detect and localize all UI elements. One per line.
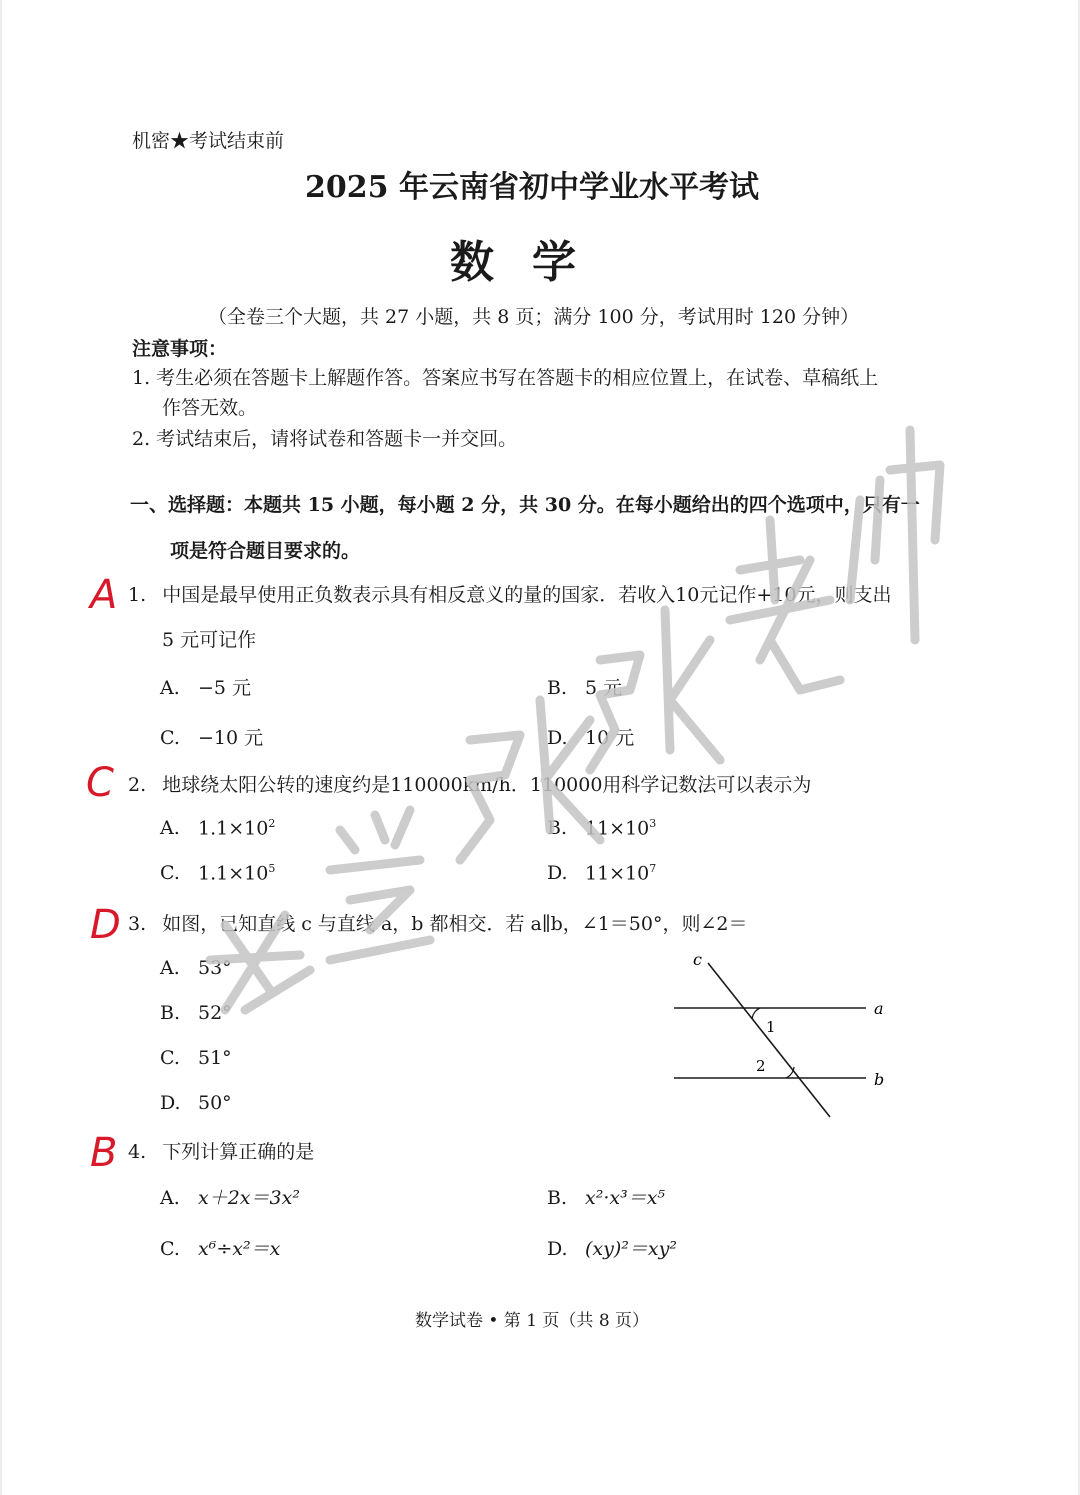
q4-option-c: C. x⁶÷x²＝x — [160, 1238, 281, 1260]
question-stem: 中国是最早使用正负数表示具有相反意义的量的国家．若收入10元记作+10元，则支出 — [162, 584, 892, 606]
question-number: 2. — [128, 774, 147, 796]
question-number: 3. — [128, 913, 147, 935]
notice-item-1-cont: 作答无效。 — [162, 397, 258, 419]
section1-heading: 一、选择题：本题共 15 小题，每小题 2 分，共 30 分。在每小题给出的四个选项中，只有一 — [130, 494, 920, 516]
label-b: b — [874, 1070, 885, 1089]
q1-option-b: B. 5 元 — [547, 677, 623, 699]
subject-title: 数学 — [450, 237, 614, 288]
handwritten-answer-q3: D — [90, 902, 121, 948]
notice-item-2: 2. 考试结束后，请将试卷和答题卡一并交回。 — [132, 428, 518, 450]
notice-title: 注意事项： — [132, 338, 228, 360]
notice-item-1: 1. 考生必须在答题卡上解题作答。答案应书写在答题卡的相应位置上，在试卷、草稿纸上 — [132, 367, 879, 389]
handwritten-answer-q1: A — [90, 572, 118, 618]
label-angle-2: 2 — [756, 1057, 766, 1075]
label-c: c — [693, 950, 702, 969]
q4-option-b: B. x²·x³＝x⁵ — [547, 1187, 666, 1209]
q2-option-c: C. $1.1\times 10^5$ — [160, 862, 276, 885]
q4-option-a: A. x＋2x＝3x² — [160, 1187, 300, 1209]
question-1-stem-cont: 5 元可记作 — [162, 629, 257, 651]
section1-heading-cont: 项是符合题目要求的。 — [170, 540, 361, 562]
question-stem: 下列计算正确的是 — [162, 1141, 315, 1163]
q3-option-d: D. 50° — [160, 1092, 232, 1114]
exam-scope: （全卷三个大题，共 27 小题，共 8 页；满分 100 分，考试用时 120 分钟） — [208, 306, 860, 328]
q2-option-a: A. $1.1\times 10^2$ — [160, 817, 276, 840]
q1-option-a: A. −5 元 — [160, 677, 252, 699]
q4-option-d: D. (xy)²＝xy² — [547, 1238, 677, 1260]
handwritten-answer-q2: C — [86, 760, 114, 806]
q3-option-c: C. 51° — [160, 1047, 232, 1069]
exam-title: 2025 年云南省初中学业水平考试 — [305, 170, 759, 205]
page-footer: 数学试卷 • 第 1 页（共 8 页） — [414, 1311, 650, 1331]
q2-option-b: B. $11\times 10^3$ — [547, 817, 657, 840]
q1-option-d: D. 10 元 — [547, 727, 635, 749]
label-a: a — [874, 999, 884, 1018]
confidential-label: 机密★考试结束前 — [132, 130, 285, 152]
q2-option-d: D. $11\times 10^7$ — [547, 862, 657, 885]
question-stem: 地球绕太阳公转的速度约是110000km/h．110000用科学记数法可以表示为 — [162, 774, 812, 796]
question-number: 1. — [128, 584, 147, 606]
question-stem: 如图，已知直线 c 与直线 a，b 都相交．若 a∥b，∠1＝50°，则∠2＝ — [162, 913, 748, 935]
label-angle-1: 1 — [766, 1018, 776, 1036]
q3-option-a: A. 53° — [160, 957, 232, 979]
q3-option-b: B. 52° — [160, 1002, 232, 1024]
q1-option-c: C. −10 元 — [160, 727, 264, 749]
handwritten-answer-q4: B — [90, 1130, 118, 1176]
question-number: 4. — [128, 1141, 147, 1163]
